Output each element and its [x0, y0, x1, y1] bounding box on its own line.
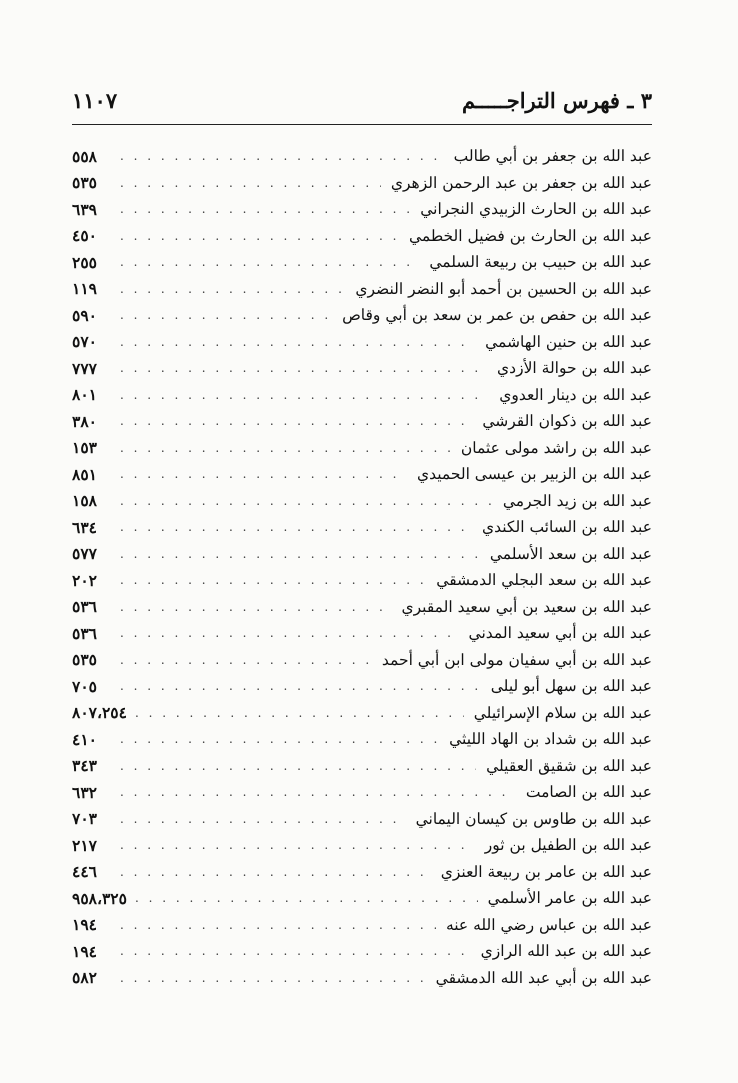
entry-page-number: ٥٣٦ [72, 623, 97, 643]
entry-page-number: ٢٠٢ [72, 570, 97, 590]
entry-name: عبد الله بن عباس رضي الله عنه [445, 915, 652, 934]
entry-name: عبد الله بن سعد الأسلمي [489, 544, 652, 563]
leader-dots [120, 361, 487, 375]
entry-page-number: ٣٤٣ [72, 756, 97, 776]
index-entry [72, 806, 652, 833]
index-entry [72, 382, 652, 409]
entry-name: عبد الله بن جعفر بن أبي طالب [453, 147, 652, 166]
leader-dots [120, 838, 475, 852]
leader-dots [120, 282, 345, 296]
entry-page-number: ٢١٧ [72, 835, 97, 855]
entry-page-number: ٥٣٦ [72, 597, 97, 617]
index-entry [72, 196, 652, 223]
index-entry [72, 249, 652, 276]
entry-page-number: ٦٣٩ [72, 199, 97, 219]
entry-page-number: ٥٥٨ [72, 146, 97, 166]
index-entry [72, 912, 652, 939]
page-number: ١١٠٧ [72, 88, 118, 113]
index-entry [72, 541, 652, 568]
entry-name: عبد الله بن سلام الإسرائيلي [473, 703, 652, 722]
leader-dots [120, 494, 493, 508]
entry-page-number: ٦٣٤ [72, 517, 97, 537]
entry-page-number: ٤٥٠ [72, 226, 97, 246]
entry-page-number: ٧٠٣ [72, 809, 97, 829]
leader-dots [120, 467, 407, 481]
index-entry [72, 514, 652, 541]
entry-page-number: ١٥٣ [72, 438, 97, 458]
entry-name: عبد الله بن حنين الهاشمي [485, 332, 652, 351]
entry-name: عبد الله بن جعفر بن عبد الرحمن الزهري [390, 173, 652, 192]
entry-name: عبد الله بن شداد بن الهاد الليثي [449, 730, 652, 749]
index-entry [72, 753, 652, 780]
index-entry [72, 223, 652, 250]
leader-dots [120, 865, 431, 879]
leader-dots [120, 944, 471, 958]
index-entry [72, 673, 652, 700]
leader-dots [120, 202, 410, 216]
leader-dots [120, 308, 332, 322]
index-entry [72, 938, 652, 965]
entry-name: عبد الله بن عامر بن ربيعة العنزي [440, 862, 652, 881]
entry-name: عبد الله بن حفص بن عمر بن سعد بن أبي وقاص [342, 306, 652, 325]
page-header [72, 84, 652, 125]
entry-name: عبد الله بن الحارث بن فضيل الخطمي [408, 226, 652, 245]
entry-name: عبد الله بن الحارث الزبيدي النجراني [420, 200, 652, 219]
index-entry [72, 567, 652, 594]
entry-name: عبد الله بن عبد الله الرازي [480, 942, 652, 961]
index-entry [72, 779, 652, 806]
entry-page-number: ٥٧٧ [72, 544, 97, 564]
entry-name: عبد الله بن أبي سعيد المدني [468, 624, 652, 643]
entry-page-number: ٨٠١ [72, 385, 97, 405]
index-entry [72, 832, 652, 859]
index-entry [72, 700, 652, 727]
leader-dots [120, 732, 439, 746]
index-entry [72, 302, 652, 329]
index-entry [72, 435, 652, 462]
entry-page-number: ٨٠٧،٢٥٤ [72, 703, 127, 723]
entry-name: عبد الله بن أبي سفيان مولى ابن أبي أحمد [381, 650, 652, 669]
entry-name: عبد الله بن سعيد بن أبي سعيد المقبري [401, 597, 652, 616]
entry-name: عبد الله بن الطفيل بن ثور [484, 836, 652, 855]
biography-index-list [72, 143, 652, 991]
entry-page-number: ٥٣٥ [72, 173, 97, 193]
leader-dots [120, 441, 451, 455]
index-entry [72, 965, 652, 992]
leader-dots [120, 759, 476, 773]
leader-dots [120, 785, 516, 799]
entry-name: عبد الله بن الصامت [525, 783, 652, 802]
leader-dots [135, 891, 478, 905]
entry-name: عبد الله بن ذكوان القرشي [482, 412, 652, 431]
leader-dots [120, 335, 475, 349]
index-entry [72, 859, 652, 886]
index-entry [72, 355, 652, 382]
entry-page-number: ٣٨٠ [72, 411, 97, 431]
entry-page-number: ١١٩ [72, 279, 97, 299]
entry-name: عبد الله بن سعد البجلي الدمشقي [436, 571, 652, 590]
leader-dots [120, 573, 426, 587]
leader-dots [120, 388, 489, 402]
entry-name: عبد الله بن شقيق العقيلي [486, 756, 652, 775]
entry-page-number: ٢٥٥ [72, 252, 97, 272]
leader-dots [120, 149, 444, 163]
index-entry [72, 329, 652, 356]
leader-dots [120, 520, 472, 534]
entry-page-number: ٤٤٦ [72, 862, 97, 882]
leader-dots [120, 255, 419, 269]
entry-name: عبد الله بن أبي عبد الله الدمشقي [435, 968, 652, 987]
leader-dots [120, 176, 381, 190]
entry-name: عبد الله بن سهل أبو ليلى [490, 677, 652, 696]
leader-dots [120, 626, 459, 640]
index-entry [72, 620, 652, 647]
leader-dots [120, 679, 481, 693]
entry-page-number: ٥٨٢ [72, 968, 97, 988]
entry-name: عبد الله بن عامر الأسلمي [487, 889, 652, 908]
entry-name: عبد الله بن حوالة الأزدي [497, 359, 652, 378]
entry-page-number: ٧٧٧ [72, 358, 97, 378]
leader-dots [120, 971, 426, 985]
index-entry [72, 726, 652, 753]
entry-page-number: ٥٧٠ [72, 332, 97, 352]
entry-page-number: ١٩٤ [72, 915, 97, 935]
index-entry [72, 143, 652, 170]
index-entry [72, 488, 652, 515]
index-entry [72, 461, 652, 488]
entry-page-number: ٥٩٠ [72, 305, 97, 325]
entry-name: عبد الله بن طاوس بن كيسان اليماني [415, 809, 652, 828]
entry-name: عبد الله بن السائب الكندي [481, 518, 652, 537]
index-entry [72, 594, 652, 621]
index-entry [72, 276, 652, 303]
leader-dots [120, 229, 399, 243]
entry-name: عبد الله بن الحسين بن أحمد أبو النضر النضري [355, 279, 652, 298]
entry-page-number: ٧٠٥ [72, 676, 97, 696]
entry-name: عبد الله بن الزبير بن عيسى الحميدي [416, 465, 652, 484]
leader-dots [120, 414, 472, 428]
leader-dots [120, 918, 436, 932]
entry-page-number: ٩٥٨،٣٢٥ [72, 888, 127, 908]
entry-page-number: ١٩٤ [72, 941, 97, 961]
leader-dots [120, 653, 372, 667]
index-entry [72, 408, 652, 435]
entry-name: عبد الله بن دينار العدوي [499, 385, 652, 404]
entry-page-number: ٥٣٥ [72, 650, 97, 670]
entry-page-number: ٨٥١ [72, 464, 97, 484]
entry-name: عبد الله بن راشد مولى عثمان [460, 438, 652, 457]
leader-dots [120, 600, 391, 614]
index-entry [72, 170, 652, 197]
entry-name: عبد الله بن حبيب بن ربيعة السلمي [429, 253, 652, 272]
leader-dots [120, 812, 406, 826]
entry-page-number: ١٥٨ [72, 491, 97, 511]
leader-dots [120, 547, 480, 561]
index-entry [72, 647, 652, 674]
leader-dots [135, 706, 464, 720]
entry-page-number: ٦٣٢ [72, 782, 97, 802]
index-entry [72, 885, 652, 912]
section-title: ٣ ـ فهرس التراجـــــم [461, 88, 652, 113]
entry-name: عبد الله بن زيد الجرمي [502, 491, 652, 510]
entry-page-number: ٤١٠ [72, 729, 97, 749]
